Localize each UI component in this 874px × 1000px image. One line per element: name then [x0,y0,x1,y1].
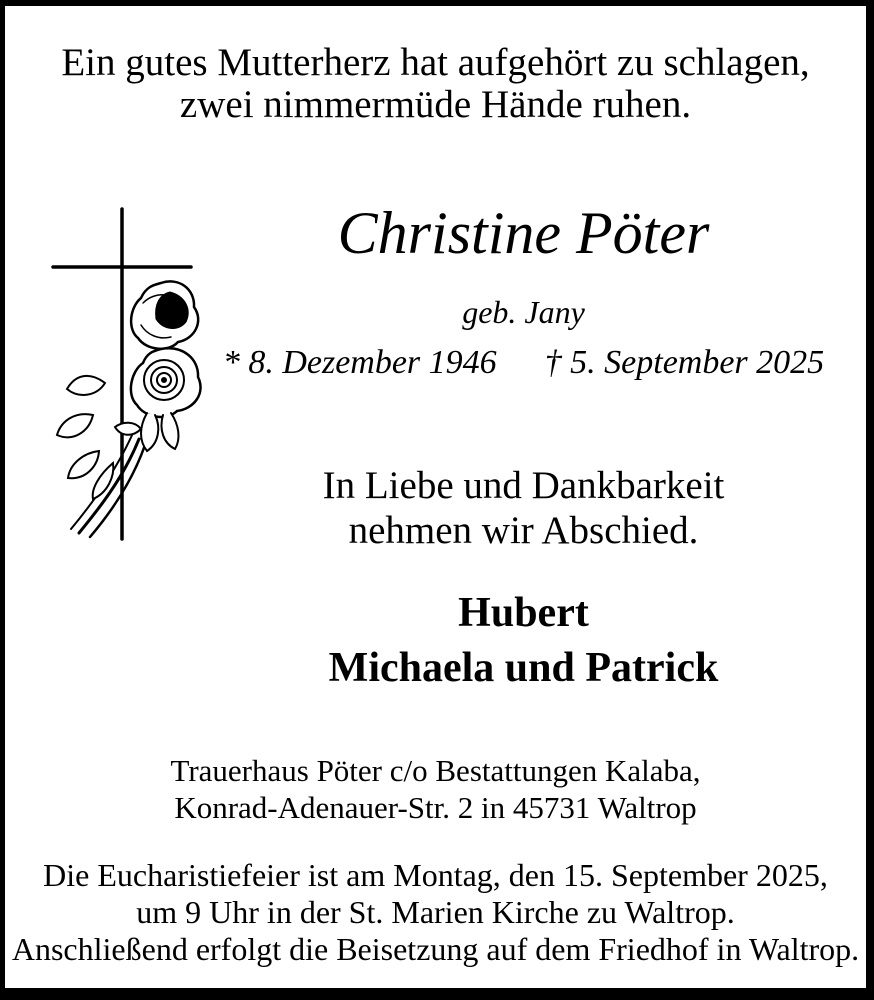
service-line-3: Anschließend erfolgt die Beisetzung auf dem Friedhof in Waltrop. [11,931,860,967]
funeral-home-line-2: Konrad-Adenauer-Str. 2 in 45731 Waltrop [174,790,697,825]
birth-date: * 8. Dezember 1946 [222,344,497,381]
mourner-names-2: Michaela und Patrick [328,645,719,691]
farewell-line-1: In Liebe und Dankbarkeit [322,464,725,507]
deceased-name: Christine Pöter [337,200,710,266]
epigraph [5,42,866,126]
epigraph-line-1: Ein gutes Mutterherz hat aufgehört zu schlagen, [61,41,810,84]
funeral-home-line-1: Trauerhaus Pöter c/o Bestattungen Kalaba, [170,753,701,788]
mourner-name-1: Hubert [458,590,589,636]
death-date: † 5. September 2025 [544,344,825,381]
farewell-text [181,463,866,553]
service-line-1: Die Eucharistiefeier ist am Montag, den 15. September 2025, [43,857,828,893]
service-details [5,857,866,968]
maiden-name: geb. Jany [462,294,585,330]
epigraph-line-2: zwei nimmermüde Hände ruhen. [179,83,692,126]
funeral-home-address [5,752,866,826]
life-dates [181,344,866,382]
farewell-line-2: nehmen wir Abschied. [348,509,699,552]
service-line-2: um 9 Uhr in der St. Marien Kirche zu Waltrop. [136,894,735,930]
